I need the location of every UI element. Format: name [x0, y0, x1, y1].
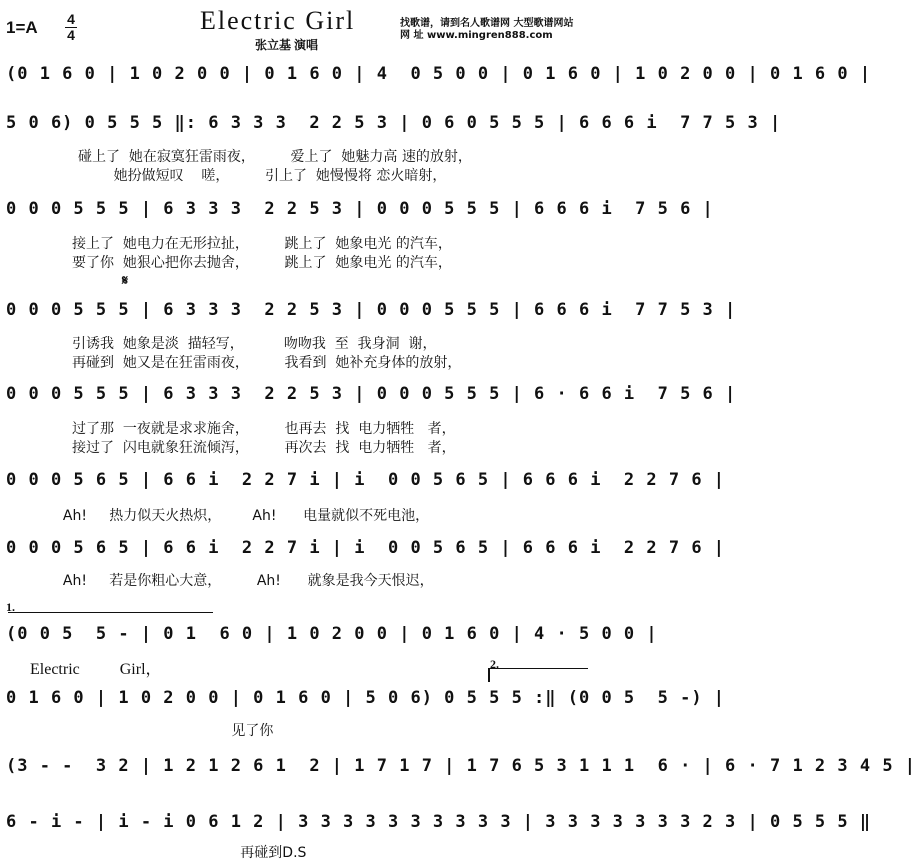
second-ending-bracket — [488, 668, 588, 670]
notes-row-11: 6 - i - | i - i 0 6 1 2 | 3 3 3 3 3 3 3 3 3 3 | 3 3 3 3 3 3 3 2 3 | 0 5 5 5 ‖ — [6, 812, 872, 832]
first-ending-bracket — [8, 612, 213, 614]
notes-row-4: 0 0 0 5 5 5 | 6 3 3 3 2 2 5 3 | 0 0 0 5 5 5 | 6 6 6 i 7 7 5 3 | — [6, 300, 737, 320]
notes-row-3: 0 0 0 5 5 5 | 6 3 3 3 2 2 5 3 | 0 0 0 5 5 5 | 6 6 6 i 7 5 6 | — [6, 199, 714, 219]
lyric-row-3-line-1: 接上了 她电力在无形拉扯， 跳上了 她象电光 的汽车， — [72, 236, 452, 252]
segno-icon: 𝄋 — [122, 274, 129, 289]
notes-row-7: 0 0 0 5 6 5 | 6 6 i 2 2 7 i | i 0 0 5 6 5 | 6 6 6 i 2 2 7 6 | — [6, 538, 726, 558]
lyric-row-8-line-1: Electric Girl， — [30, 661, 162, 678]
lyric-row-11-line-1: 再碰到D.S — [0, 845, 307, 861]
lyric-row-7-line-1: Ah! 若是你粗心大意， Ah! 就象是我今天恨迟， — [54, 573, 434, 589]
notes-row-1: (0 1 6 0 | 1 0 2 0 0 | 0 1 6 0 | 4 0 5 0 0 | 0 1 6 0 | 1 0 2 0 0 | 0 1 6 0 | — [6, 64, 872, 84]
song-title: Electric Girl — [200, 6, 356, 35]
lyric-row-2-line-2: 她扮做短叹 嗟， 引上了 她慢慢将 恋火暗射， — [78, 168, 447, 184]
notes-row-9: 0 1 6 0 | 1 0 2 0 0 | 0 1 6 0 | 5 0 6) 0 5 5 5 :‖ (0 0 5 5 -) | — [6, 688, 726, 708]
notes-row-6: 0 0 0 5 6 5 | 6 6 i 2 2 7 i | i 0 0 5 6 5 | 6 6 6 i 2 2 7 6 | — [6, 470, 726, 490]
first-ending-label: 1. — [6, 600, 15, 614]
site-credit — [400, 18, 573, 42]
site-line-2: 网 址 www.mingren888.com — [400, 30, 553, 41]
lyric-row-5-line-2: 接过了 闪电就象狂流倾泻， 再次去 找 电力牺牲 者， — [72, 440, 456, 456]
lyric-row-3-line-2: 要了你 她狠心把你去抛舍， 跳上了 她象电光 的汽车， — [72, 255, 452, 271]
notes-row-8: (0 0 5 5 - | 0 1 6 0 | 1 0 2 0 0 | 0 1 6 0 | 4 · 5 0 0 | — [6, 624, 658, 644]
time-signature-top: 4 — [67, 11, 75, 27]
lyric-row-4-line-2: 再碰到 她又是在狂雷雨夜， 我看到 她补充身体的放射， — [72, 355, 462, 371]
second-ending-label: 2. — [490, 657, 499, 671]
lyric-row-6-line-1: Ah! 热力似天火热炽， Ah! 电量就似不死电池， — [54, 508, 430, 524]
lyric-row-4-line-1: 引诱我 她象是淡 描轻写， 吻吻我 至 我身洞 谢， — [72, 336, 437, 352]
second-ending-hook — [488, 668, 490, 682]
singer-credit: 张立基 演唱 — [255, 38, 319, 52]
notes-row-5: 0 0 0 5 5 5 | 6 3 3 3 2 2 5 3 | 0 0 0 5 5 5 | 6 · 6 6 i 7 5 6 | — [6, 384, 737, 404]
time-signature-bottom: 4 — [67, 27, 75, 43]
notes-row-10: (3 - - 3 2 | 1 2 1 2 6 1 2 | 1 7 1 7 | 1 7 6 5 3 1 1 1 6 · | 6 · 7 1 2 3 4 5 | — [6, 756, 916, 776]
lyric-row-5-line-1: 过了那 一夜就是求求施舍， 也再去 找 电力牺牲 者， — [72, 421, 456, 437]
time-signature — [65, 12, 77, 43]
lyric-row-9-line-1: 见了你 — [0, 723, 274, 739]
lyric-row-2-line-1: 碰上了 她在寂寞狂雷雨夜， 爱上了 她魅力高 速的放射， — [78, 149, 472, 165]
notes-row-2: 5 0 6) 0 5 5 5 ‖: 6 3 3 3 2 2 5 3 | 0 6 0 5 5 5 | 6 6 6 i 7 7 5 3 | — [6, 113, 782, 133]
key-signature: 1=A — [6, 18, 38, 37]
site-line-1: 找歌谱，请到名人歌谱网 大型歌谱网站 — [400, 18, 574, 29]
